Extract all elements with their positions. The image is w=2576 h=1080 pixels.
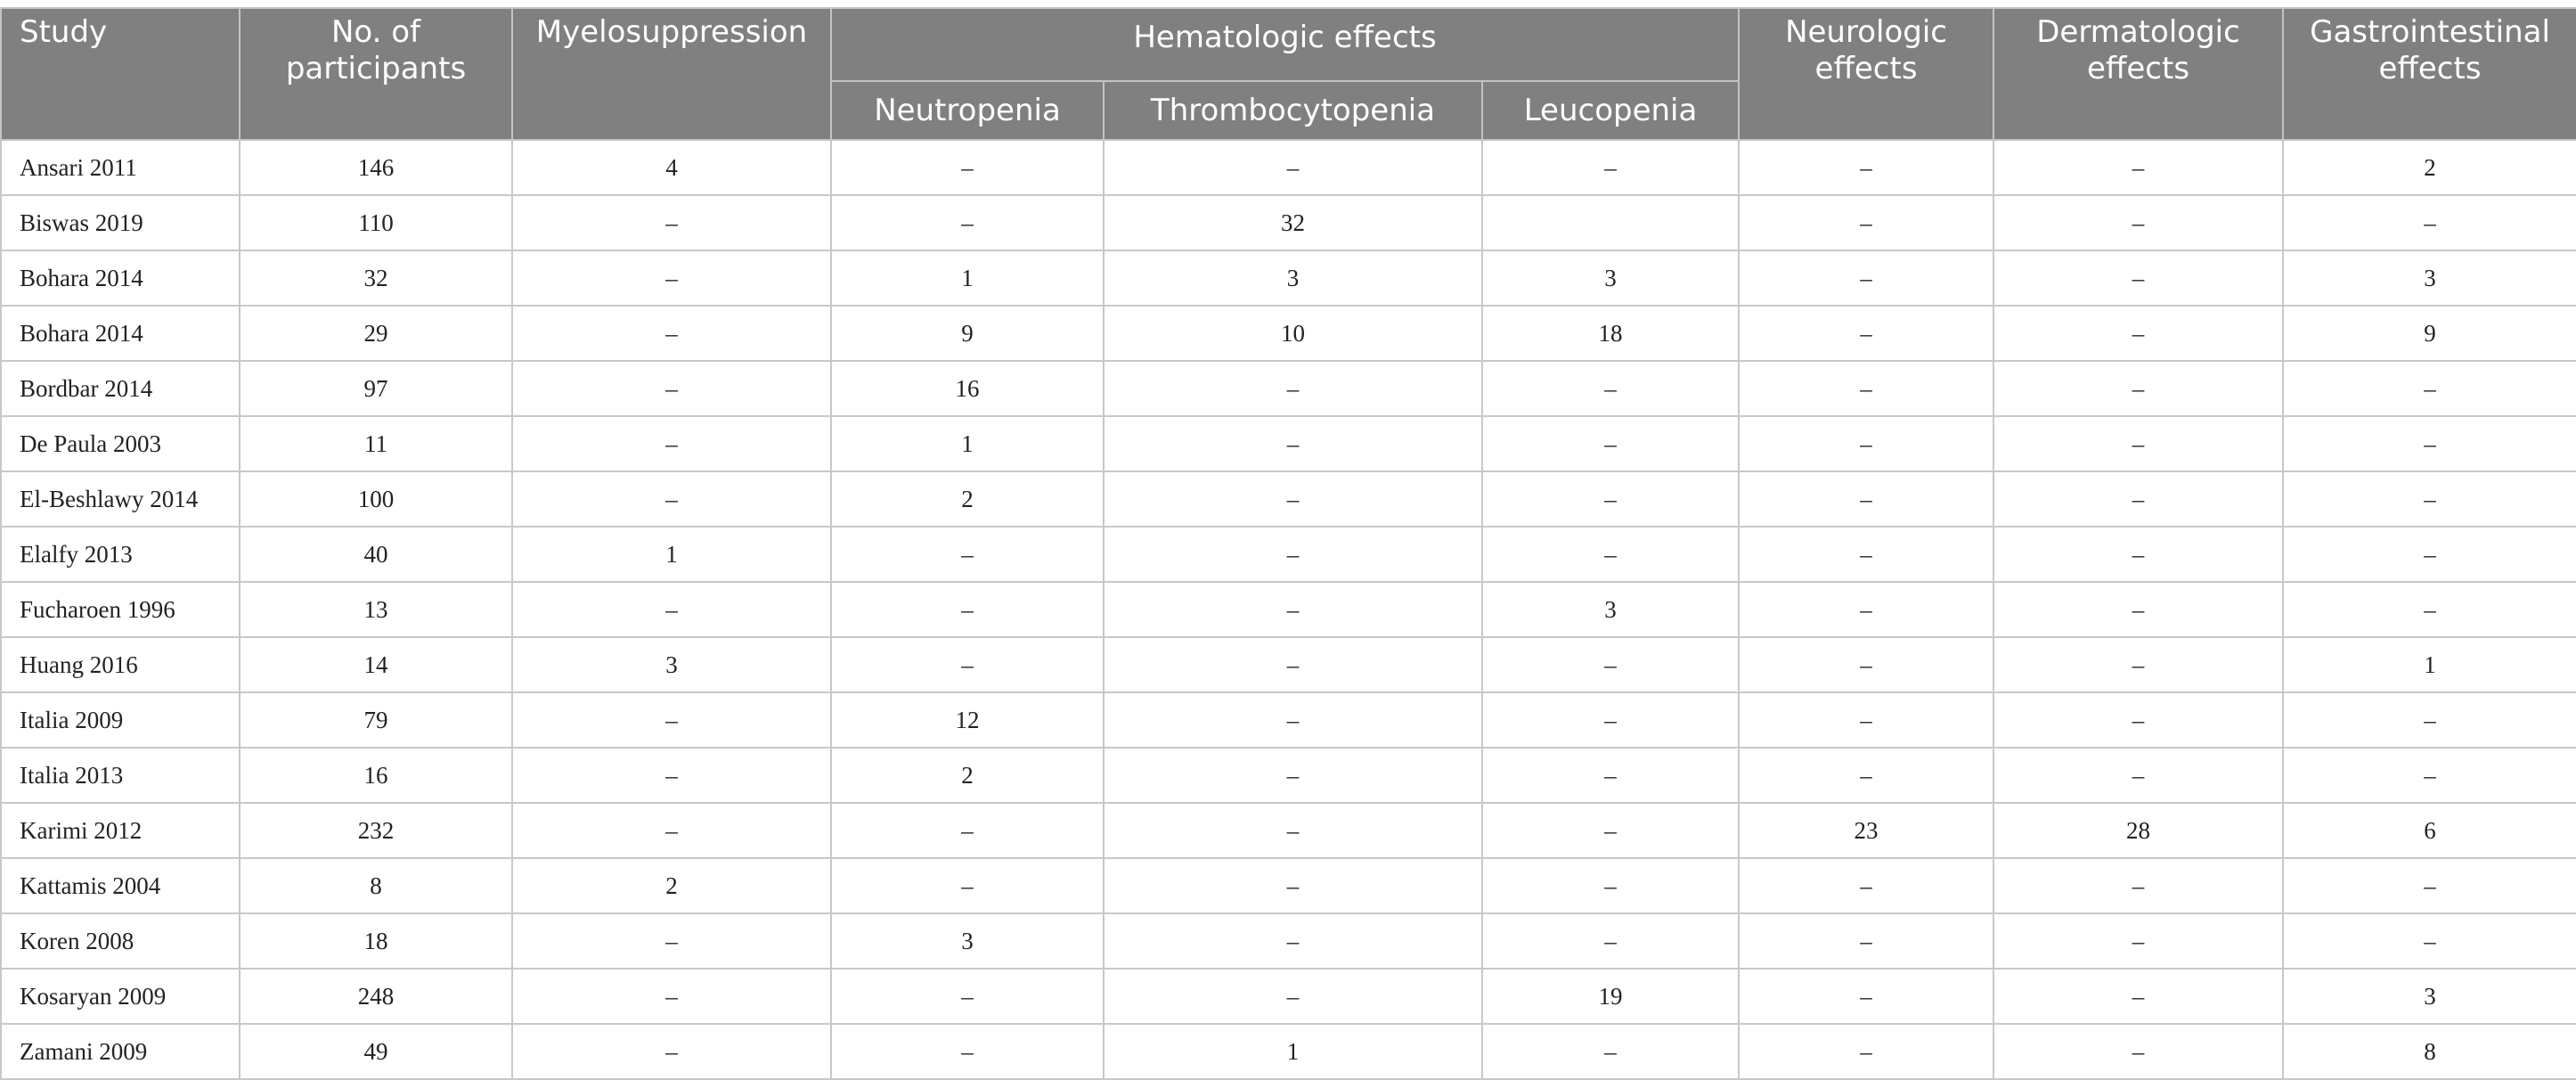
cell-study: Koren 2008 <box>1 913 240 969</box>
table-row <box>1 140 2576 195</box>
cell-neurologic: – <box>1739 471 1993 527</box>
cell-neutropenia: – <box>831 140 1104 195</box>
table-row <box>1 1024 2576 1079</box>
cell-neurologic: – <box>1739 913 1993 969</box>
cell-leucopenia: – <box>1482 527 1739 582</box>
cell-thrombocytopenia: 10 <box>1104 306 1482 361</box>
cell-myelosuppression: – <box>512 582 831 637</box>
cell-myelosuppression: 4 <box>512 140 831 195</box>
cell-neurologic: – <box>1739 140 1993 195</box>
cell-participants: 232 <box>240 803 512 858</box>
cell-gastrointestinal: 8 <box>2283 1024 2576 1079</box>
cell-myelosuppression: – <box>512 969 831 1024</box>
table-row <box>1 803 2576 858</box>
cell-thrombocytopenia: – <box>1104 527 1482 582</box>
table-row <box>1 858 2576 913</box>
cell-thrombocytopenia: – <box>1104 361 1482 416</box>
cell-leucopenia: 19 <box>1482 969 1739 1024</box>
table-row <box>1 195 2576 250</box>
cell-leucopenia: – <box>1482 637 1739 692</box>
cell-study: Fucharoen 1996 <box>1 582 240 637</box>
cell-neutropenia: – <box>831 858 1104 913</box>
cell-thrombocytopenia: – <box>1104 637 1482 692</box>
cell-dermatologic: – <box>1993 582 2283 637</box>
cell-study: Ansari 2011 <box>1 140 240 195</box>
cell-study: Kosaryan 2009 <box>1 969 240 1024</box>
cell-study: Bohara 2014 <box>1 250 240 306</box>
header-thrombocytopenia: Thrombocytopenia <box>1104 81 1482 140</box>
cell-leucopenia: – <box>1482 1024 1739 1079</box>
cell-gastrointestinal: 2 <box>2283 140 2576 195</box>
cell-participants: 11 <box>240 416 512 471</box>
cell-leucopenia: – <box>1482 748 1739 803</box>
cell-gastrointestinal: – <box>2283 361 2576 416</box>
cell-study: Huang 2016 <box>1 637 240 692</box>
header-myelosuppression: Myelosuppression <box>512 8 831 140</box>
cell-participants: 8 <box>240 858 512 913</box>
cell-study: Elalfy 2013 <box>1 527 240 582</box>
header-neutropenia: Neutropenia <box>831 81 1104 140</box>
cell-participants: 97 <box>240 361 512 416</box>
cell-thrombocytopenia: – <box>1104 748 1482 803</box>
cell-thrombocytopenia: – <box>1104 582 1482 637</box>
cell-thrombocytopenia: – <box>1104 803 1482 858</box>
cell-neutropenia: 1 <box>831 416 1104 471</box>
cell-thrombocytopenia: – <box>1104 140 1482 195</box>
cell-study: Zamani 2009 <box>1 1024 240 1079</box>
table-row <box>1 692 2576 748</box>
cell-neutropenia: 9 <box>831 306 1104 361</box>
table-row <box>1 527 2576 582</box>
cell-neutropenia: – <box>831 969 1104 1024</box>
cell-participants: 100 <box>240 471 512 527</box>
cell-myelosuppression: – <box>512 416 831 471</box>
cell-dermatologic: – <box>1993 527 2283 582</box>
cell-myelosuppression: – <box>512 692 831 748</box>
cell-leucopenia: – <box>1482 416 1739 471</box>
cell-leucopenia: – <box>1482 858 1739 913</box>
cell-gastrointestinal: 3 <box>2283 250 2576 306</box>
table-row <box>1 306 2576 361</box>
cell-gastrointestinal: – <box>2283 416 2576 471</box>
cell-participants: 32 <box>240 250 512 306</box>
cell-gastrointestinal: – <box>2283 913 2576 969</box>
cell-neutropenia: – <box>831 803 1104 858</box>
cell-dermatologic: – <box>1993 416 2283 471</box>
table-row <box>1 748 2576 803</box>
cell-study: Italia 2013 <box>1 748 240 803</box>
cell-participants: 248 <box>240 969 512 1024</box>
cell-neurologic: – <box>1739 582 1993 637</box>
cell-myelosuppression: – <box>512 361 831 416</box>
cell-neurologic: – <box>1739 969 1993 1024</box>
cell-neurologic: 23 <box>1739 803 1993 858</box>
cell-study: Karimi 2012 <box>1 803 240 858</box>
header-leucopenia: Leucopenia <box>1482 81 1739 140</box>
header-gastrointestinal-effects: Gastrointestinal effects <box>2283 8 2576 140</box>
cell-thrombocytopenia: 3 <box>1104 250 1482 306</box>
cell-neutropenia: 16 <box>831 361 1104 416</box>
cell-gastrointestinal: 1 <box>2283 637 2576 692</box>
cell-neutropenia: 12 <box>831 692 1104 748</box>
cell-gastrointestinal: – <box>2283 748 2576 803</box>
cell-gastrointestinal: – <box>2283 858 2576 913</box>
cell-neutropenia: – <box>831 195 1104 250</box>
cell-study: Italia 2009 <box>1 692 240 748</box>
cell-participants: 18 <box>240 913 512 969</box>
header-hematologic-effects: Hematologic effects <box>831 8 1739 81</box>
header-study: Study <box>1 8 240 140</box>
cell-myelosuppression: 2 <box>512 858 831 913</box>
table-row <box>1 471 2576 527</box>
cell-participants: 146 <box>240 140 512 195</box>
cell-participants: 29 <box>240 306 512 361</box>
cell-dermatologic: – <box>1993 361 2283 416</box>
cell-participants: 16 <box>240 748 512 803</box>
cell-participants: 40 <box>240 527 512 582</box>
cell-dermatologic: – <box>1993 637 2283 692</box>
table-row <box>1 637 2576 692</box>
cell-myelosuppression: – <box>512 913 831 969</box>
cell-gastrointestinal: 3 <box>2283 969 2576 1024</box>
cell-dermatologic: – <box>1993 471 2283 527</box>
cell-participants: 13 <box>240 582 512 637</box>
cell-gastrointestinal: 9 <box>2283 306 2576 361</box>
cell-gastrointestinal: – <box>2283 527 2576 582</box>
cell-neurologic: – <box>1739 416 1993 471</box>
table-row <box>1 913 2576 969</box>
cell-leucopenia: – <box>1482 803 1739 858</box>
cell-neurologic: – <box>1739 692 1993 748</box>
cell-dermatologic: – <box>1993 748 2283 803</box>
adverse-effects-table <box>0 7 2576 1080</box>
cell-gastrointestinal: 6 <box>2283 803 2576 858</box>
cell-participants: 49 <box>240 1024 512 1079</box>
cell-dermatologic: – <box>1993 140 2283 195</box>
table-body <box>1 140 2576 1079</box>
cell-thrombocytopenia: – <box>1104 416 1482 471</box>
cell-neurologic: – <box>1739 527 1993 582</box>
cell-neurologic: – <box>1739 637 1993 692</box>
cell-study: Bohara 2014 <box>1 306 240 361</box>
cell-neutropenia: 1 <box>831 250 1104 306</box>
cell-neurologic: – <box>1739 858 1993 913</box>
cell-thrombocytopenia: – <box>1104 692 1482 748</box>
cell-leucopenia <box>1482 195 1739 250</box>
cell-study: El-Beshlawy 2014 <box>1 471 240 527</box>
cell-neurologic: – <box>1739 1024 1993 1079</box>
cell-leucopenia: – <box>1482 140 1739 195</box>
cell-leucopenia: – <box>1482 913 1739 969</box>
cell-dermatologic: – <box>1993 858 2283 913</box>
cell-neutropenia: 3 <box>831 913 1104 969</box>
cell-dermatologic: – <box>1993 195 2283 250</box>
cell-dermatologic: 28 <box>1993 803 2283 858</box>
cell-dermatologic: – <box>1993 913 2283 969</box>
cell-neurologic: – <box>1739 748 1993 803</box>
cell-leucopenia: – <box>1482 361 1739 416</box>
table-row <box>1 361 2576 416</box>
cell-participants: 110 <box>240 195 512 250</box>
cell-gastrointestinal: – <box>2283 692 2576 748</box>
header-neurologic-effects: Neurologic effects <box>1739 8 1993 140</box>
cell-myelosuppression: – <box>512 306 831 361</box>
cell-thrombocytopenia: – <box>1104 858 1482 913</box>
cell-gastrointestinal: – <box>2283 195 2576 250</box>
cell-thrombocytopenia: – <box>1104 471 1482 527</box>
cell-neutropenia: 2 <box>831 748 1104 803</box>
cell-myelosuppression: – <box>512 471 831 527</box>
cell-thrombocytopenia: – <box>1104 913 1482 969</box>
cell-study: Biswas 2019 <box>1 195 240 250</box>
table-header <box>1 8 2576 140</box>
cell-neutropenia: – <box>831 637 1104 692</box>
cell-myelosuppression: – <box>512 803 831 858</box>
cell-leucopenia: 3 <box>1482 582 1739 637</box>
header-participants: No. of participants <box>240 8 512 140</box>
cell-myelosuppression: – <box>512 195 831 250</box>
cell-myelosuppression: – <box>512 1024 831 1079</box>
cell-neutropenia: – <box>831 582 1104 637</box>
cell-myelosuppression: 3 <box>512 637 831 692</box>
cell-myelosuppression: – <box>512 748 831 803</box>
cell-neurologic: – <box>1739 361 1993 416</box>
cell-neurologic: – <box>1739 195 1993 250</box>
cell-leucopenia: 18 <box>1482 306 1739 361</box>
cell-myelosuppression: 1 <box>512 527 831 582</box>
cell-leucopenia: – <box>1482 471 1739 527</box>
cell-dermatologic: – <box>1993 250 2283 306</box>
table-row <box>1 582 2576 637</box>
cell-dermatologic: – <box>1993 1024 2283 1079</box>
cell-neurologic: – <box>1739 306 1993 361</box>
cell-thrombocytopenia: 32 <box>1104 195 1482 250</box>
cell-thrombocytopenia: 1 <box>1104 1024 1482 1079</box>
cell-leucopenia: 3 <box>1482 250 1739 306</box>
cell-neurologic: – <box>1739 250 1993 306</box>
table-row <box>1 969 2576 1024</box>
cell-neutropenia: 2 <box>831 471 1104 527</box>
cell-dermatologic: – <box>1993 692 2283 748</box>
cell-study: Bordbar 2014 <box>1 361 240 416</box>
cell-neutropenia: – <box>831 527 1104 582</box>
cell-thrombocytopenia: – <box>1104 969 1482 1024</box>
cell-gastrointestinal: – <box>2283 471 2576 527</box>
cell-dermatologic: – <box>1993 969 2283 1024</box>
table-row <box>1 416 2576 471</box>
cell-gastrointestinal: – <box>2283 582 2576 637</box>
table-row <box>1 250 2576 306</box>
cell-dermatologic: – <box>1993 306 2283 361</box>
cell-participants: 14 <box>240 637 512 692</box>
cell-participants: 79 <box>240 692 512 748</box>
cell-study: Kattamis 2004 <box>1 858 240 913</box>
header-dermatologic-effects: Dermatologic effects <box>1993 8 2283 140</box>
cell-neutropenia: – <box>831 1024 1104 1079</box>
cell-leucopenia: – <box>1482 692 1739 748</box>
cell-myelosuppression: – <box>512 250 831 306</box>
cell-study: De Paula 2003 <box>1 416 240 471</box>
